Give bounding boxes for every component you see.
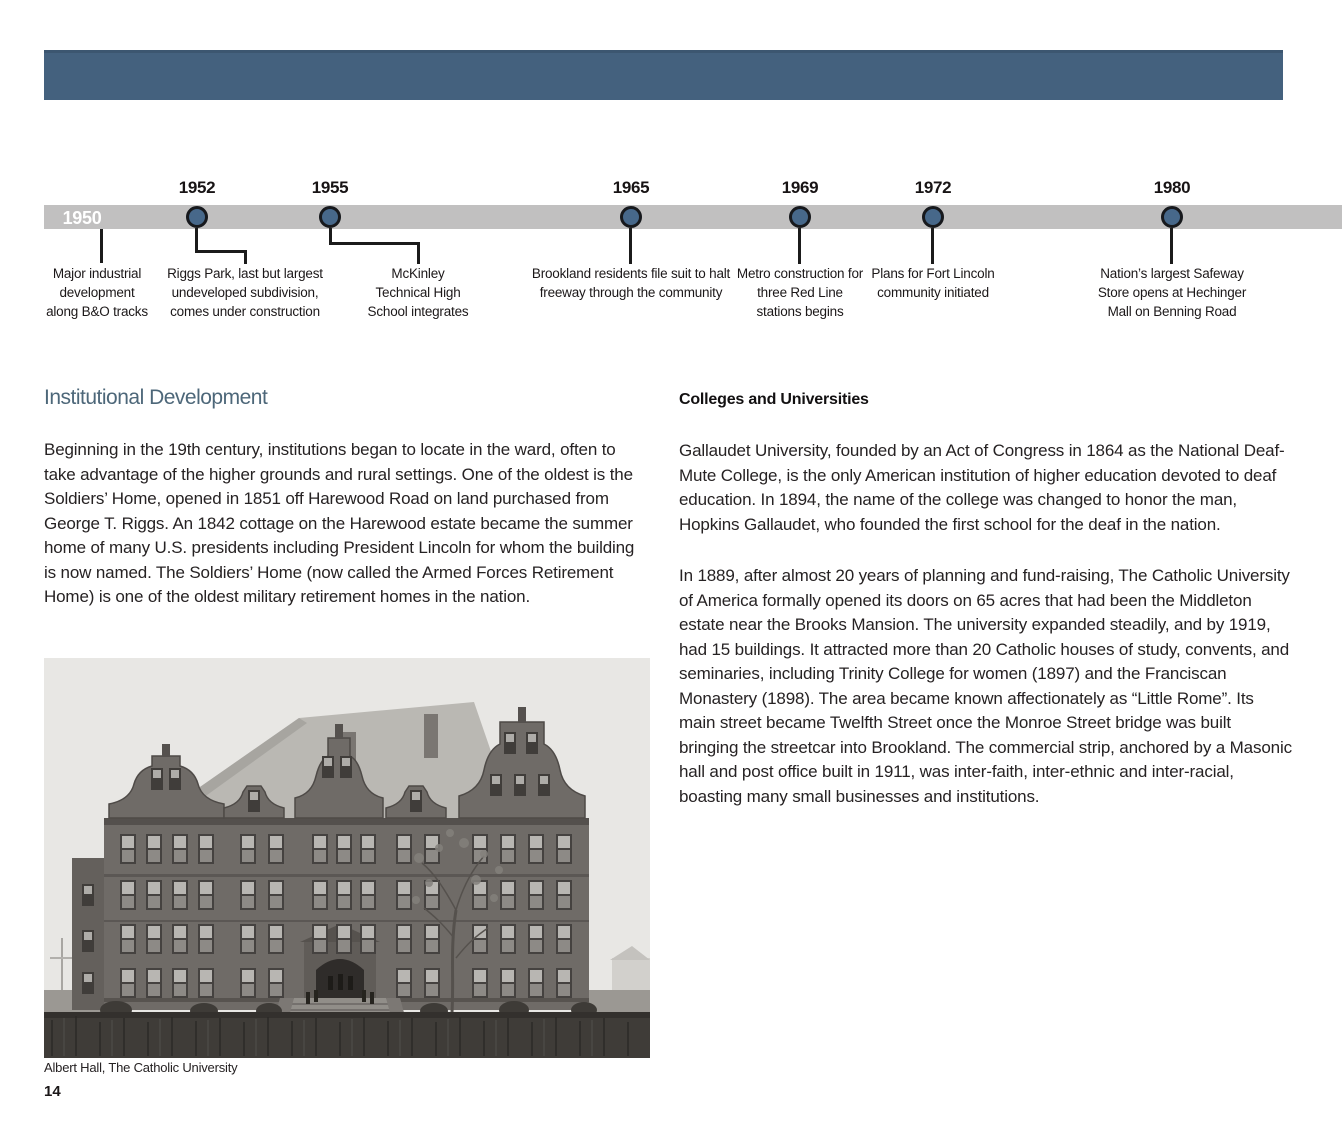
subsection-heading-colleges: Colleges and Universities	[679, 391, 869, 408]
section-heading-institutional-development: Institutional Development	[44, 386, 268, 409]
colleges-paragraph-2: In 1889, after almost 20 years of planning and fund-raising, The Catholic University of America formally opened its doors on 65 acres that had been the Middleton estate near the Brooks Mansion. The university expanded steadily, and by 1919, had 15 buildings. It attracted more than 20 Catholic houses of study, convents, and seminaries, including Trinity College for women (1897) and the Franciscan Monastery (1898). The area became known affectionately as “Little Rome”. Its main street became Twelfth Street once the Monroe Street bridge was built bringing the streetcar into Brookland. The commercial strip, anchored by a Masonic hall and post office built in 1911, was inter-faith, inter-ethnic and inter-racial, boasting many small businesses and institutions.	[679, 566, 1292, 806]
connector-line	[931, 228, 934, 264]
timeline-dot	[620, 206, 642, 228]
timeline-dot	[186, 206, 208, 228]
connector-line	[195, 250, 247, 253]
timeline-year-label: 1972	[914, 178, 952, 197]
timeline-caption: Plans for Fort Lincoln community initiated	[871, 266, 995, 300]
connector-line	[629, 228, 632, 264]
colleges-column	[679, 391, 1293, 836]
connector-line	[1170, 228, 1173, 264]
building-photo	[44, 658, 650, 1058]
timeline-caption: McKinley Technical High School integrates	[367, 266, 469, 319]
connector-line	[798, 228, 801, 264]
connector-line	[244, 250, 247, 264]
page-number: 14	[44, 1083, 61, 1100]
connector-line	[417, 242, 420, 264]
timeline-dot	[789, 206, 811, 228]
timeline-year-label: 1965	[612, 178, 650, 197]
timeline-dot	[1161, 206, 1183, 228]
timeline-year-label: 1955	[311, 178, 349, 197]
timeline-caption: Metro construction for three Red Line stations begins	[736, 266, 864, 319]
timeline-caption: Major industrial development along B&O tracks	[46, 266, 148, 319]
timeline-bar	[44, 205, 1342, 229]
institutional-development-text: Beginning in the 19th century, institutions began to locate in the ward, often to take advantage of the higher grounds and rural settings. One of the oldest is the Soldiers’ Home, opened in 1851 off Harewood Road on land purchased from George T. Riggs. An 1842 cottage on the Harewood estate became the summer home of many U.S. presidents including President Lincoln for whom the building is now named. The Soldiers’ Home (now called the Armed Forces Retirement Home) is one of the oldest military retirement homes in the nation.	[44, 440, 635, 606]
connector-line	[100, 229, 103, 263]
timeline-year-label: 1969	[781, 178, 819, 197]
photo-hedge	[44, 1012, 650, 1058]
timeline-dot	[922, 206, 944, 228]
connector-line	[329, 242, 420, 245]
timeline-caption: Riggs Park, last but largest undeveloped subdivision, comes under construction	[167, 266, 323, 319]
timeline-year-label: 1950	[62, 208, 102, 228]
timeline-dot	[319, 206, 341, 228]
colleges-paragraph-1: Gallaudet University, founded by an Act of Congress in 1864 as the National Deaf-Mute College, is the only American institution of higher education devoted to deaf education. In 1894, the name of the college was changed to honor the man, Hopkins Gallaudet, who founded the first school for the deaf in the nation.	[679, 441, 1285, 534]
timeline	[0, 0, 1342, 340]
timeline-year-label: 1980	[1153, 178, 1191, 197]
timeline-caption: Nation’s largest Safeway Store opens at Hechinger Mall on Benning Road	[1097, 266, 1247, 319]
timeline-caption: Brookland residents file suit to halt freeway through the community	[531, 266, 731, 300]
timeline-year-label: 1952	[178, 178, 216, 197]
photo-caption: Albert Hall, The Catholic University	[44, 1060, 238, 1075]
